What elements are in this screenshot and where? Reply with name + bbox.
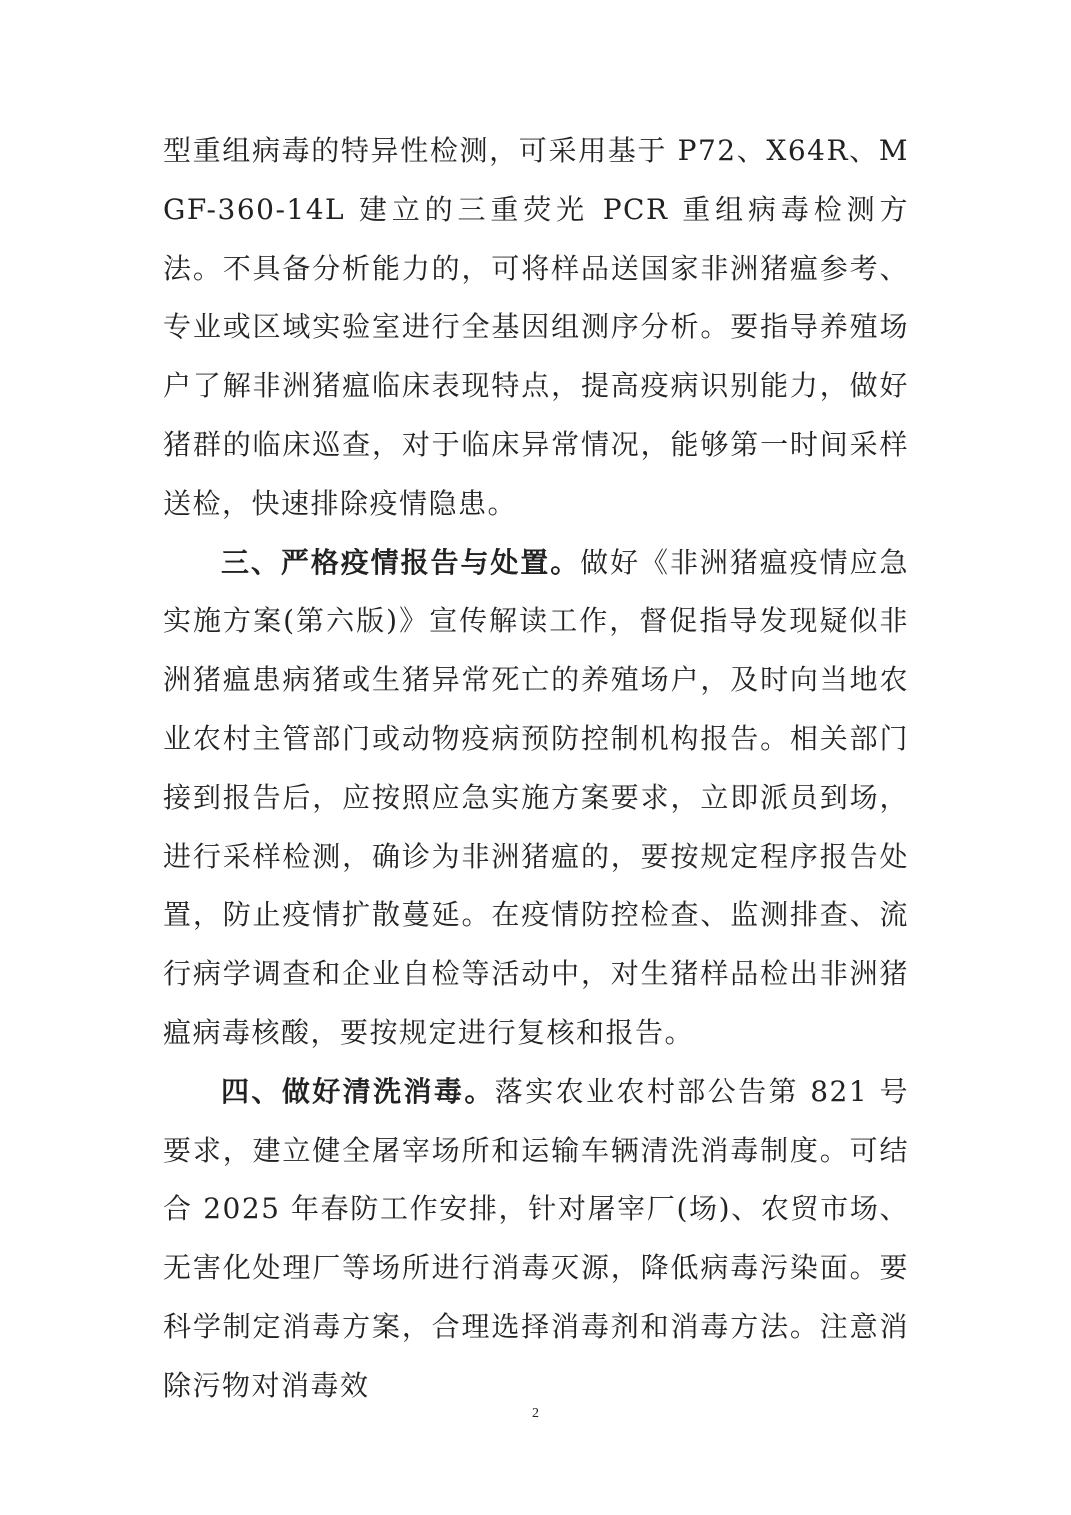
document-body xyxy=(163,122,909,1416)
paragraph-text: 型重组病毒的特异性检测，可采用基于 P72、X64R、MGF-360-14L 建立的三重荧光 PCR 重组病毒检测方法。不具备分析能力的，可将样品送国家非洲猪瘟参考、专业或区域实验室进行全基因组测序分析。要指导养殖场户了解非洲猪瘟临床表现特点，提高疫病识别能力，做好猪群的临床巡查，对于临床异常情况，能够第一时间采样送检，快速排除疫情隐患。 xyxy=(163,134,909,520)
section-heading: 三、严格疫情报告与处置。 xyxy=(221,545,581,579)
paragraph-continuation xyxy=(163,122,909,534)
paragraph-text: 落实农业农村部公告第 821 号要求，建立健全屠宰场所和运输车辆清洗消毒制度。可结合 2025 年春防工作安排，针对屠宰厂(场)、农贸市场、无害化处理厂等场所进行消毒灭源，降低病毒污染面。要科学制定消毒方案，合理选择消毒剂和消毒方法。注意消除污物对消毒效 xyxy=(163,1074,909,1402)
page-number: 2 xyxy=(532,1406,539,1421)
paragraph-text: 做好《非洲猪瘟疫情应急实施方案(第六版)》宣传解读工作，督促指导发现疑似非洲猪瘟患病猪或生猪异常死亡的养殖场户，及时向当地农业农村主管部门或动物疫病预防控制机构报告。相关部门接到报告后，应按照应急实施方案要求，立即派员到场，进行采样检测，确诊为非洲猪瘟的，要按规定程序报告处置，防止疫情扩散蔓延。在疫情防控检查、监测排查、流行病学调查和企业自检等活动中，对生猪样品检出非洲猪瘟病毒核酸，要按规定进行复核和报告。 xyxy=(163,545,909,1049)
paragraph-section-3 xyxy=(163,534,909,1063)
paragraph-section-4 xyxy=(163,1063,909,1416)
section-heading: 四、做好清洗消毒。 xyxy=(221,1074,495,1108)
